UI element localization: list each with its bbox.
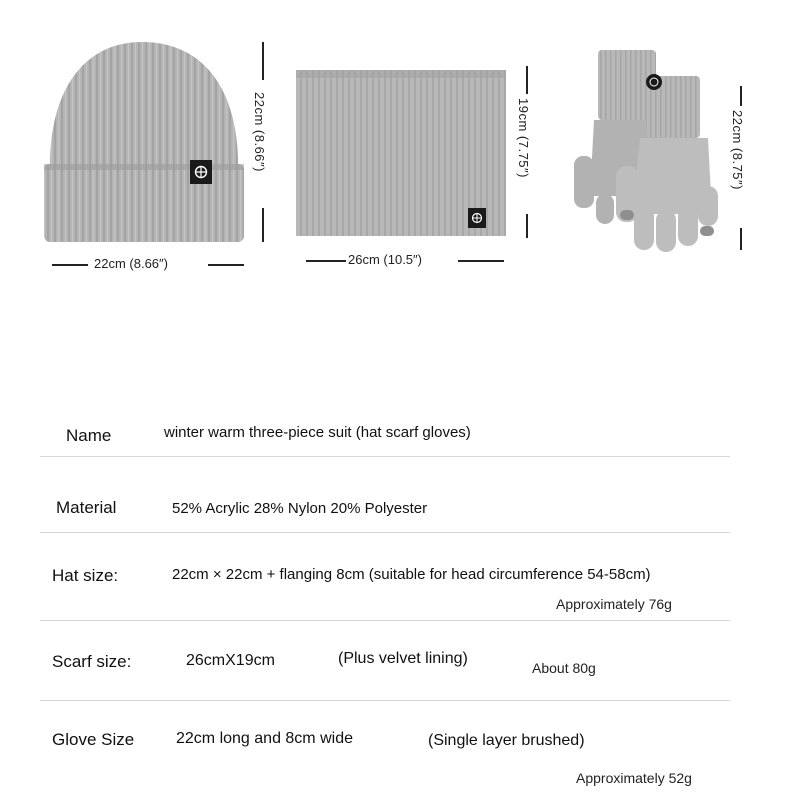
material-label: Material <box>56 498 117 517</box>
spec-table <box>0 380 800 800</box>
scarf-size-note: (Plus velvet lining) <box>338 650 468 667</box>
hat-height-line <box>262 42 264 80</box>
hat-height-label: 22cm (8.66″) <box>252 92 267 172</box>
scarf-height-label: 19cm (7.75″) <box>516 98 531 178</box>
name-value: winter warm three-piece suit (hat scarf gloves) <box>164 424 471 441</box>
row-divider <box>40 700 730 701</box>
scarf-height-line <box>526 66 528 94</box>
glove-size-label: Glove Size <box>52 730 135 749</box>
gloves-height-line <box>740 86 742 106</box>
hat-height-line <box>262 208 264 242</box>
scarf-width-label: 26cm (10.5″) <box>348 252 422 267</box>
hat-width-label: 22cm (8.66″) <box>94 256 168 271</box>
scarf-image <box>294 68 508 238</box>
scarf-width-line <box>458 260 504 262</box>
gloves-height-line <box>740 228 742 250</box>
hat-width-line <box>208 264 244 266</box>
scarf-size-label: Scarf size: <box>52 652 132 671</box>
gloves-height-label: 22cm (8.75″) <box>730 110 745 190</box>
product-illustration <box>0 0 800 300</box>
hat-width-line <box>52 264 88 266</box>
hat-size-label: Hat size: <box>52 566 119 585</box>
scarf-size-value: 26cmX19cm <box>186 652 275 669</box>
material-value: 52% Acrylic 28% Nylon 20% Polyester <box>172 500 428 517</box>
row-divider <box>40 620 730 621</box>
scarf-width-line <box>306 260 346 262</box>
glove-weight: Approximately 52g <box>576 770 692 786</box>
hat-size-value: 22cm × 22cm + flanging 8cm (suitable for head circumference 54-58cm) <box>172 566 651 583</box>
hat-image <box>40 36 250 248</box>
row-divider <box>40 456 730 457</box>
scarf-height-line <box>526 214 528 238</box>
scarf-weight: About 80g <box>532 660 596 676</box>
name-label: Name <box>66 426 112 445</box>
hat-weight: Approximately 76g <box>556 596 672 612</box>
glove-size-note: (Single layer brushed) <box>428 732 585 749</box>
glove-size-value: 22cm long and 8cm wide <box>176 730 353 747</box>
row-divider <box>40 532 730 533</box>
gloves-image <box>570 46 730 254</box>
